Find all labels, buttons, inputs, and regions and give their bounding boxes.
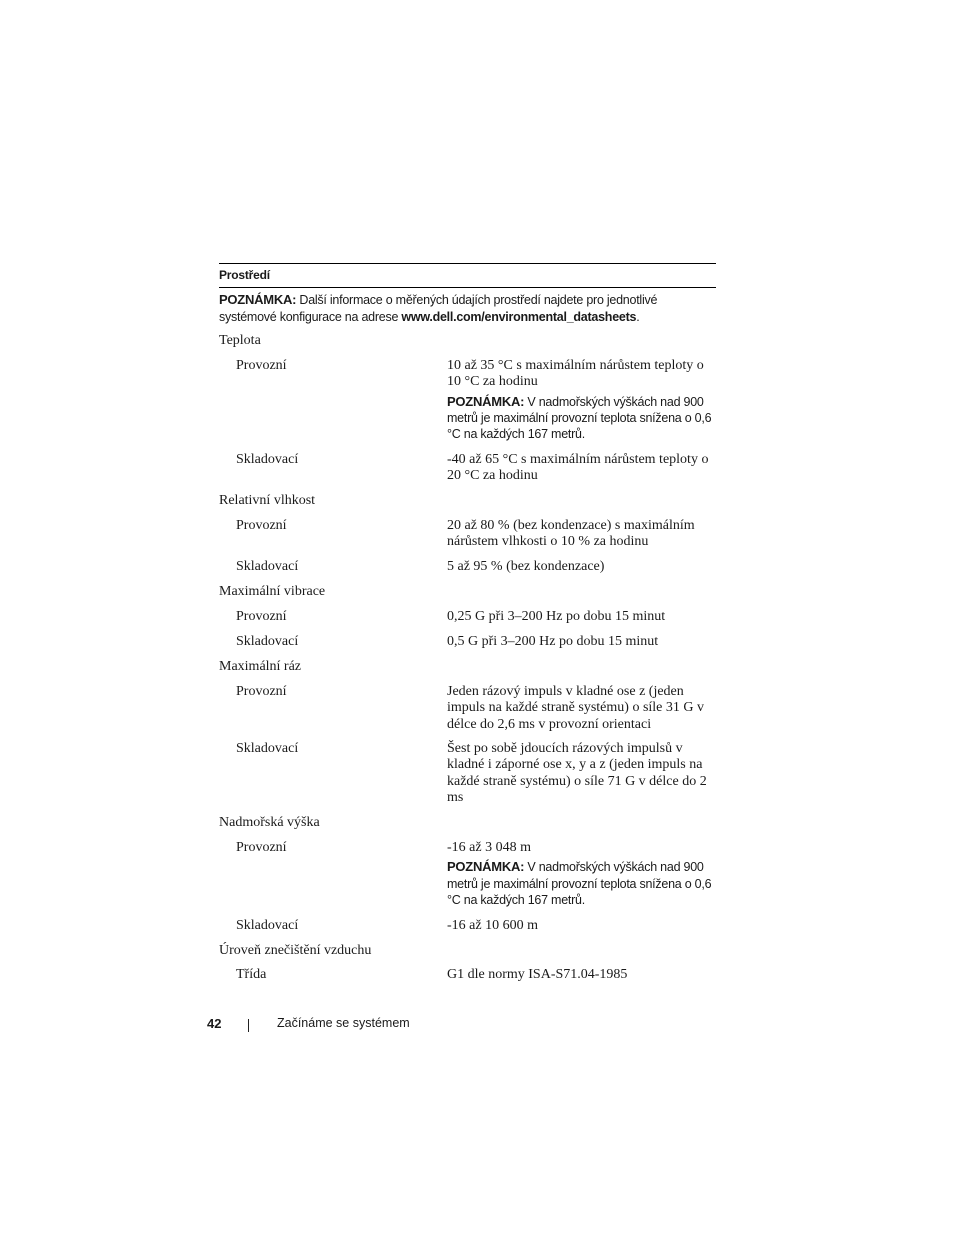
vibrace-provozni-value: 0,25 G při 3–200 Hz po dobu 15 minut bbox=[447, 609, 666, 624]
teplota-provozni-value bbox=[447, 358, 717, 442]
vlhkost-provozni-label: Provozní bbox=[236, 518, 287, 533]
note-text: V nadmořských výškách nad 900 metrů je maximální provozní teplota snížena o 0,6 °C na každých 167 metrů. bbox=[447, 860, 712, 907]
vlhkost-skladovaci-value: 5 až 95 % (bez kondenzace) bbox=[447, 559, 605, 574]
vyska-provozni-label: Provozní bbox=[236, 840, 287, 855]
vyska-skladovaci-value: -16 až 10 600 m bbox=[447, 918, 538, 933]
raz-provozni-value: Jeden rázový impuls v kladné ose z (jeden impuls na každé straně systému) o síle 31 G v délce do 2,6 ms v provozní orientaci bbox=[447, 684, 705, 732]
note-label: POZNÁMKA: bbox=[447, 859, 525, 875]
vibrace-skladovaci-value: 0,5 G při 3–200 Hz po dobu 15 minut bbox=[447, 634, 659, 649]
raz-skladovaci-label: Skladovací bbox=[236, 741, 299, 756]
note-end: . bbox=[636, 310, 640, 324]
note-label: POZNÁMKA: bbox=[447, 393, 525, 409]
teplota-provozni-label: Provozní bbox=[236, 358, 287, 373]
category-vyska: Nadmořská výška bbox=[219, 815, 320, 830]
vyska-provozni-value bbox=[447, 840, 717, 908]
page-number: 42 bbox=[207, 1016, 222, 1031]
raz-skladovaci-value: Šest po sobě jdoucích rázových impulsů v kladné i záporné ose x, y a z (jeden impuls na každé straně systému) o síle 71 G v délce do 2 ms bbox=[447, 741, 707, 805]
znecisteni-trida-value: G1 dle normy ISA-S71.04-1985 bbox=[447, 967, 628, 982]
vlhkost-skladovaci-label: Skladovací bbox=[236, 559, 299, 574]
section-header bbox=[219, 263, 716, 288]
category-znecisteni: Úroveň znečištění vzduchu bbox=[219, 943, 372, 958]
teplota-skladovaci-value: -40 až 65 °C s maximálním nárůstem teploty o 20 °C za hodinu bbox=[447, 452, 709, 484]
note-text: Další informace o měřených údajích prostředí najdete pro jednotlivé systémové konfigurace na adrese bbox=[219, 293, 658, 324]
note-label: POZNÁMKA: bbox=[219, 292, 297, 307]
vlhkost-provozni-value: 20 až 80 % (bez kondenzace) s maximálním nárůstem vlhkosti o 10 % za hodinu bbox=[447, 518, 695, 550]
znecisteni-trida-label: Třída bbox=[236, 967, 267, 982]
datasheets-url: www.dell.com/environmental_datasheets bbox=[401, 310, 637, 324]
note-text: V nadmořských výškách nad 900 metrů je maximální provozní teplota snížena o 0,6 °C na každých 167 metrů. bbox=[447, 394, 712, 442]
vyska-provozni-note bbox=[447, 859, 717, 908]
category-teplota: Teplota bbox=[219, 333, 261, 348]
teplota-skladovaci-label: Skladovací bbox=[236, 452, 299, 467]
vibrace-provozni-label: Provozní bbox=[236, 609, 287, 624]
category-raz: Maximální ráz bbox=[219, 659, 302, 674]
intro-note bbox=[219, 291, 716, 326]
vyska-provozni-text: -16 až 3 048 m bbox=[447, 840, 531, 855]
footer-title: Začínáme se systémem bbox=[277, 1016, 410, 1030]
vibrace-skladovaci-label: Skladovací bbox=[236, 634, 299, 649]
teplota-provozni-text: 10 až 35 °C s maximálním nárůstem teploty o 10 °C za hodinu bbox=[447, 358, 704, 390]
category-vibrace: Maximální vibrace bbox=[219, 584, 326, 599]
section-title: Prostředí bbox=[219, 268, 270, 282]
vyska-skladovaci-label: Skladovací bbox=[236, 918, 299, 933]
raz-provozni-label: Provozní bbox=[236, 684, 287, 699]
category-vlhkost: Relativní vlhkost bbox=[219, 493, 316, 508]
teplota-provozni-note bbox=[447, 394, 717, 443]
footer-separator bbox=[248, 1019, 249, 1032]
